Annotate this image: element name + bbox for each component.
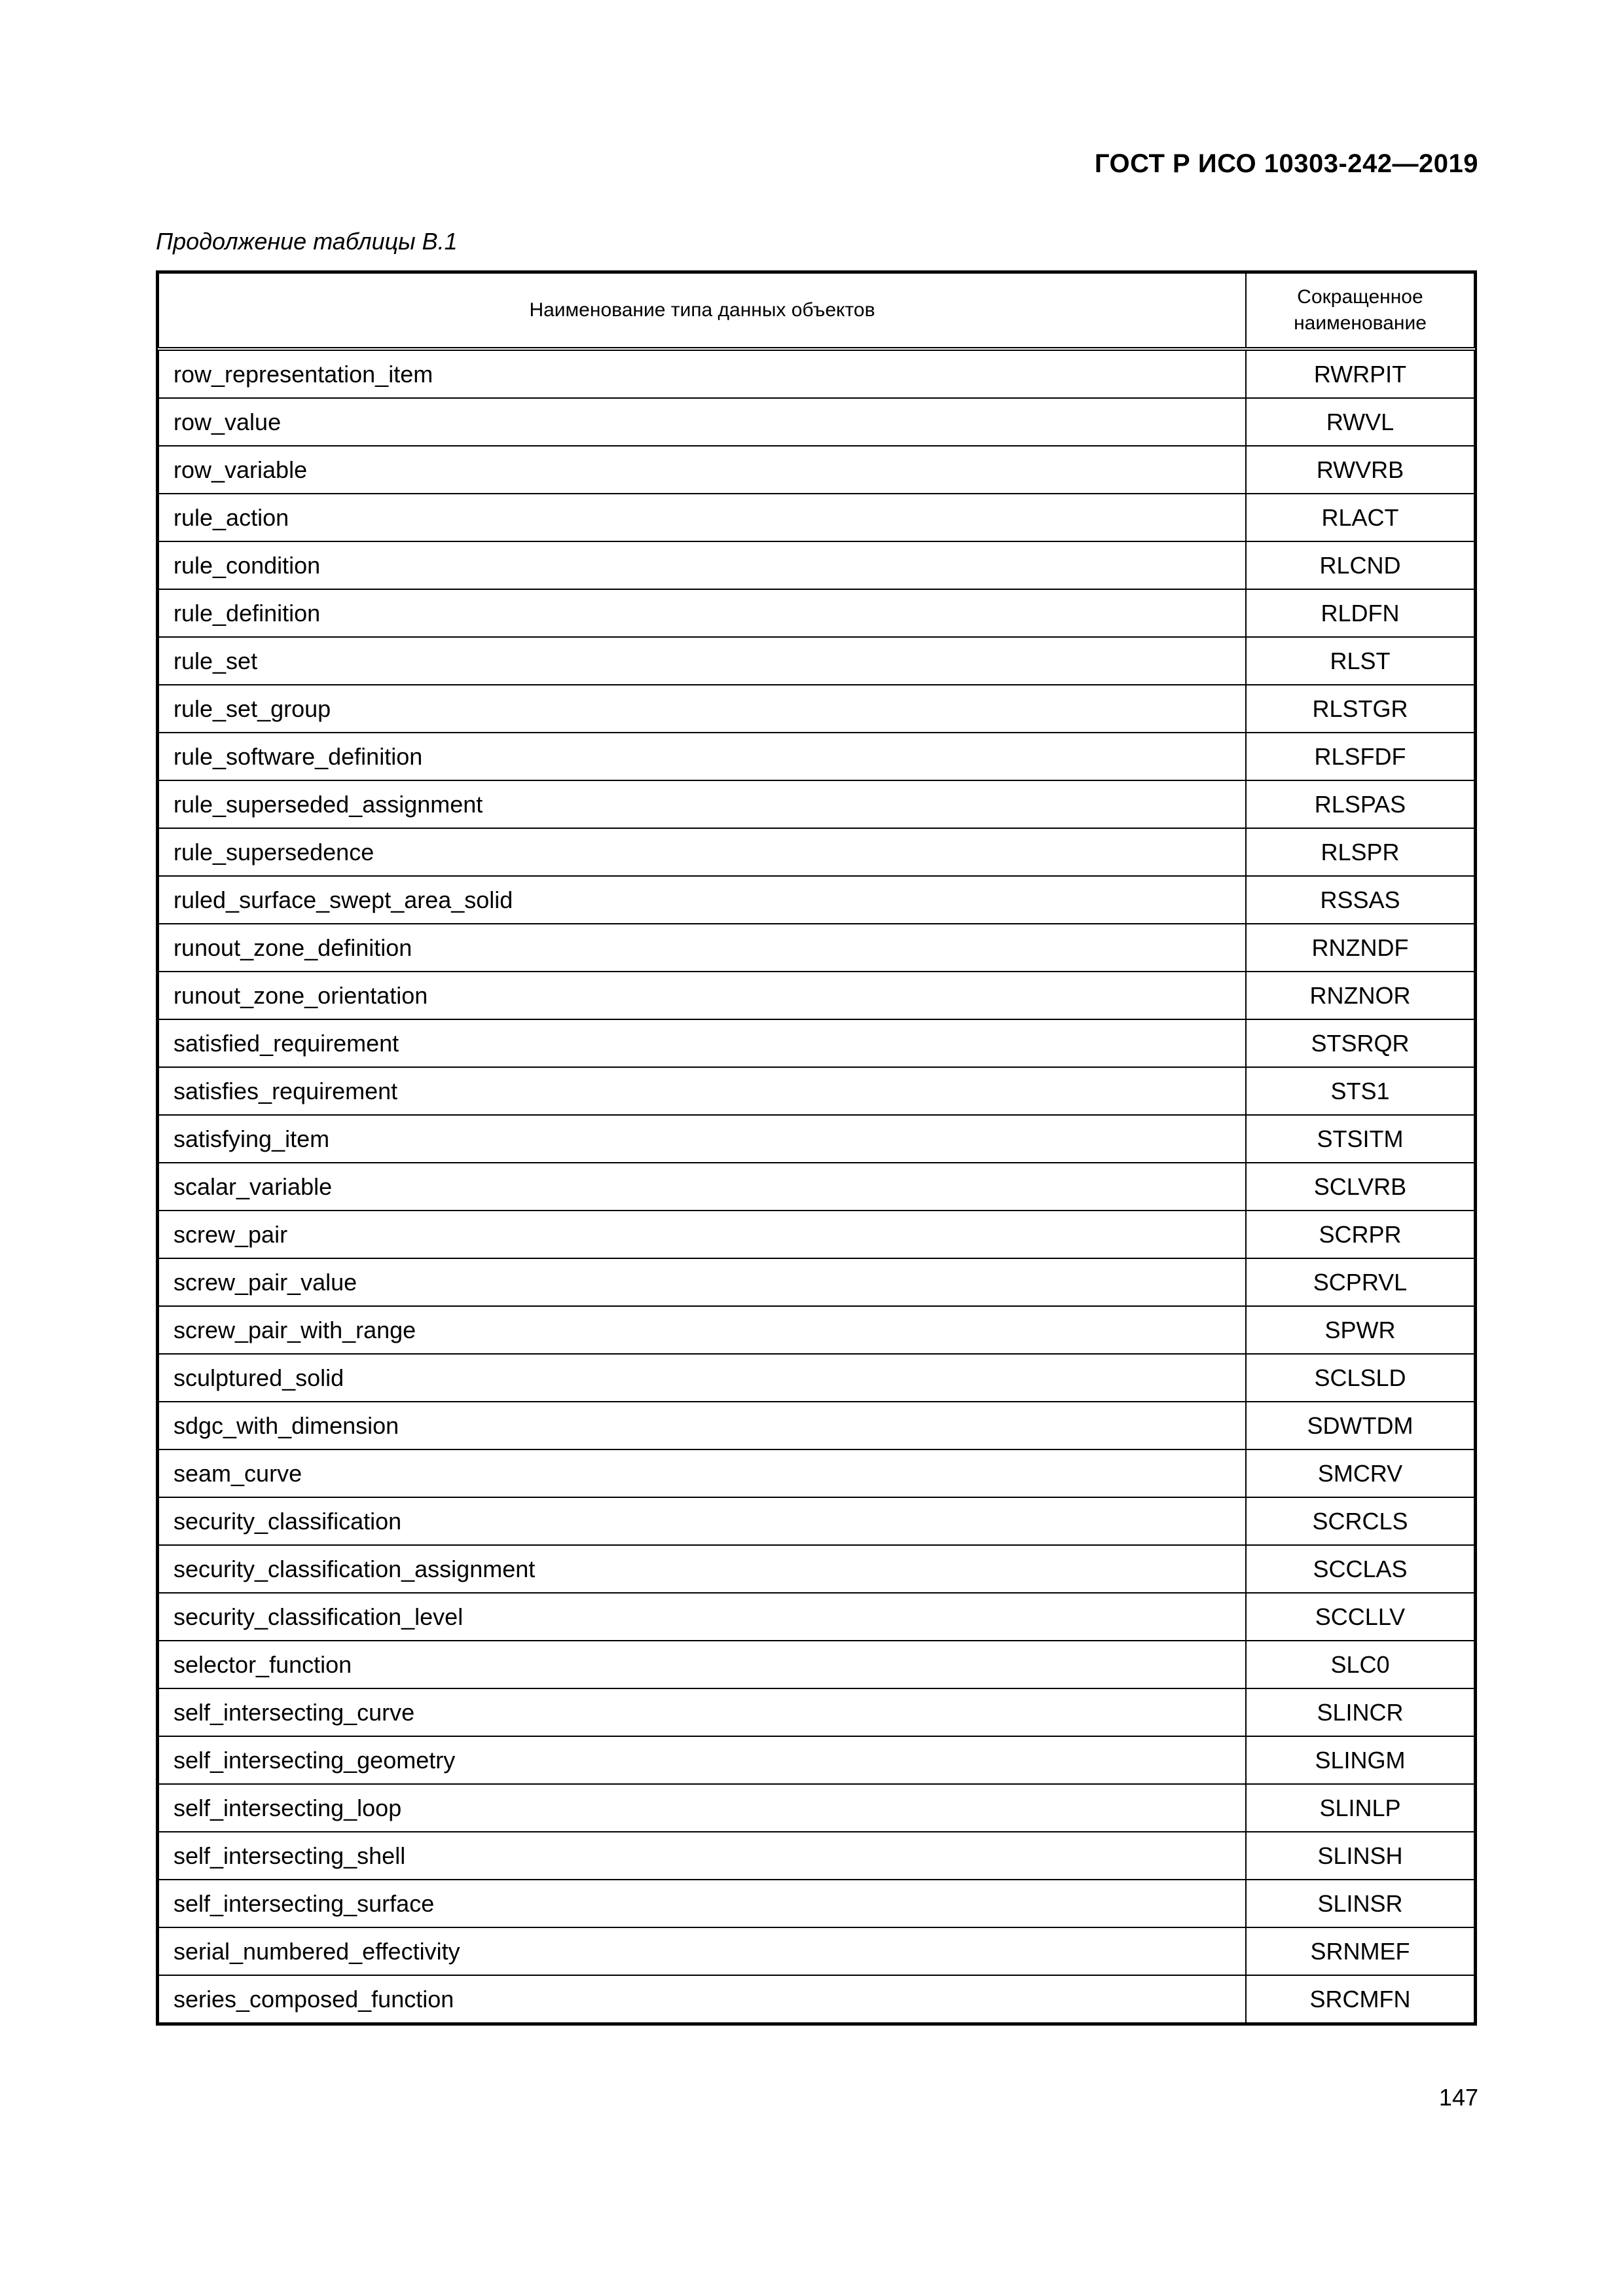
short-name-cell: RSSAS bbox=[1246, 876, 1474, 924]
short-name-cell: RWRPIT bbox=[1246, 349, 1474, 398]
entity-type-name-cell: series_composed_function bbox=[158, 1975, 1246, 2023]
short-name-cell: RLACT bbox=[1246, 494, 1474, 541]
short-name-cell: RLSFDF bbox=[1246, 733, 1474, 780]
entity-type-name-cell: satisfies_requirement bbox=[158, 1067, 1246, 1115]
table-row bbox=[158, 1449, 1474, 1497]
entity-type-name-cell: security_classification_assignment bbox=[158, 1545, 1246, 1593]
entity-type-name-cell: rule_action bbox=[158, 494, 1246, 541]
short-name-cell: SLINSH bbox=[1246, 1832, 1474, 1880]
table-row bbox=[158, 1832, 1474, 1880]
entity-type-name-cell: self_intersecting_surface bbox=[158, 1880, 1246, 1927]
short-name-cell: SCRPR bbox=[1246, 1211, 1474, 1258]
table-row bbox=[158, 541, 1474, 589]
column-header-name: Наименование типа данных объектов bbox=[158, 273, 1246, 349]
table-row bbox=[158, 1688, 1474, 1736]
entity-type-name-cell: rule_superseded_assignment bbox=[158, 780, 1246, 828]
entity-type-name-cell: rule_condition bbox=[158, 541, 1246, 589]
entity-type-name-cell: runout_zone_orientation bbox=[158, 972, 1246, 1019]
table-row bbox=[158, 1927, 1474, 1975]
entity-type-name-cell: selector_function bbox=[158, 1641, 1246, 1688]
short-name-cell: SLINGM bbox=[1246, 1736, 1474, 1784]
entity-type-name-cell: runout_zone_definition bbox=[158, 924, 1246, 972]
table-row bbox=[158, 1306, 1474, 1354]
table-row bbox=[158, 1880, 1474, 1927]
short-name-cell: RLDFN bbox=[1246, 589, 1474, 637]
table-row bbox=[158, 446, 1474, 494]
table-row bbox=[158, 1067, 1474, 1115]
entity-type-name-cell: sdgc_with_dimension bbox=[158, 1402, 1246, 1449]
short-name-cell: RLCND bbox=[1246, 541, 1474, 589]
short-name-cell: RLSPR bbox=[1246, 828, 1474, 876]
short-name-cell: SCLSLD bbox=[1246, 1354, 1474, 1402]
entity-type-name-cell: row_representation_item bbox=[158, 349, 1246, 398]
table-row bbox=[158, 637, 1474, 685]
entity-type-name-cell: security_classification_level bbox=[158, 1593, 1246, 1641]
table-row bbox=[158, 780, 1474, 828]
entity-type-name-cell: self_intersecting_loop bbox=[158, 1784, 1246, 1832]
column-header-abbreviation-line2: наименование bbox=[1294, 312, 1427, 334]
short-name-cell: RWVRB bbox=[1246, 446, 1474, 494]
table-row bbox=[158, 1402, 1474, 1449]
short-name-cell: RNZNDF bbox=[1246, 924, 1474, 972]
table-row bbox=[158, 876, 1474, 924]
short-name-cell: RLSPAS bbox=[1246, 780, 1474, 828]
short-name-cell: SLINSR bbox=[1246, 1880, 1474, 1927]
table-row bbox=[158, 1736, 1474, 1784]
entity-type-name-cell: screw_pair_with_range bbox=[158, 1306, 1246, 1354]
table-row bbox=[158, 1163, 1474, 1211]
short-name-cell: SMCRV bbox=[1246, 1449, 1474, 1497]
short-name-cell: SLC0 bbox=[1246, 1641, 1474, 1688]
table-row bbox=[158, 733, 1474, 780]
table-body bbox=[158, 349, 1474, 2023]
table-row bbox=[158, 685, 1474, 733]
short-name-cell: SCRCLS bbox=[1246, 1497, 1474, 1545]
short-name-cell: SCCLLV bbox=[1246, 1593, 1474, 1641]
short-name-cell: SRCMFN bbox=[1246, 1975, 1474, 2023]
table-row bbox=[158, 1115, 1474, 1163]
short-name-cell: SCLVRB bbox=[1246, 1163, 1474, 1211]
table-caption: Продолжение таблицы В.1 bbox=[156, 228, 458, 255]
table-row bbox=[158, 1258, 1474, 1306]
table-row bbox=[158, 1497, 1474, 1545]
entity-type-name-cell: rule_set_group bbox=[158, 685, 1246, 733]
entity-type-name-cell: row_value bbox=[158, 398, 1246, 446]
entity-type-name-cell: sculptured_solid bbox=[158, 1354, 1246, 1402]
table-row bbox=[158, 494, 1474, 541]
entity-type-name-cell: security_classification bbox=[158, 1497, 1246, 1545]
column-header-abbreviation-line1: Сокращенное bbox=[1297, 286, 1423, 308]
entity-type-name-cell: rule_definition bbox=[158, 589, 1246, 637]
entity-type-name-cell: satisfied_requirement bbox=[158, 1019, 1246, 1067]
data-types-table bbox=[158, 272, 1475, 2024]
short-name-cell: SRNMEF bbox=[1246, 1927, 1474, 1975]
table-row bbox=[158, 924, 1474, 972]
short-name-cell: SLINCR bbox=[1246, 1688, 1474, 1736]
table-row bbox=[158, 398, 1474, 446]
table-row bbox=[158, 1545, 1474, 1593]
entity-type-name-cell: self_intersecting_geometry bbox=[158, 1736, 1246, 1784]
short-name-cell: STSRQR bbox=[1246, 1019, 1474, 1067]
short-name-cell: SCCLAS bbox=[1246, 1545, 1474, 1593]
short-name-cell: STS1 bbox=[1246, 1067, 1474, 1115]
table-row bbox=[158, 349, 1474, 398]
table-row bbox=[158, 972, 1474, 1019]
table-row bbox=[158, 1641, 1474, 1688]
entity-type-name-cell: rule_software_definition bbox=[158, 733, 1246, 780]
document-header: ГОСТ Р ИСО 10303-242—2019 bbox=[1094, 149, 1478, 178]
short-name-cell: RLSTGR bbox=[1246, 685, 1474, 733]
entity-type-name-cell: screw_pair_value bbox=[158, 1258, 1246, 1306]
entity-type-name-cell: seam_curve bbox=[158, 1449, 1246, 1497]
entity-type-name-cell: self_intersecting_shell bbox=[158, 1832, 1246, 1880]
table-row bbox=[158, 589, 1474, 637]
short-name-cell: RNZNOR bbox=[1246, 972, 1474, 1019]
short-name-cell: SLINLP bbox=[1246, 1784, 1474, 1832]
data-types-table-frame bbox=[156, 270, 1477, 2026]
entity-type-name-cell: rule_set bbox=[158, 637, 1246, 685]
entity-type-name-cell: rule_supersedence bbox=[158, 828, 1246, 876]
entity-type-name-cell: ruled_surface_swept_area_solid bbox=[158, 876, 1246, 924]
table-row bbox=[158, 1211, 1474, 1258]
table-row bbox=[158, 1354, 1474, 1402]
short-name-cell: SCPRVL bbox=[1246, 1258, 1474, 1306]
entity-type-name-cell: serial_numbered_effectivity bbox=[158, 1927, 1246, 1975]
entity-type-name-cell: satisfying_item bbox=[158, 1115, 1246, 1163]
table-row bbox=[158, 1975, 1474, 2023]
table-row bbox=[158, 1019, 1474, 1067]
short-name-cell: RWVL bbox=[1246, 398, 1474, 446]
table-header-row bbox=[158, 273, 1474, 349]
table-row bbox=[158, 1593, 1474, 1641]
page-number: 147 bbox=[1438, 2084, 1478, 2111]
table-row bbox=[158, 828, 1474, 876]
entity-type-name-cell: scalar_variable bbox=[158, 1163, 1246, 1211]
short-name-cell: SPWR bbox=[1246, 1306, 1474, 1354]
short-name-cell: SDWTDM bbox=[1246, 1402, 1474, 1449]
table-row bbox=[158, 1784, 1474, 1832]
short-name-cell: STSITM bbox=[1246, 1115, 1474, 1163]
entity-type-name-cell: screw_pair bbox=[158, 1211, 1246, 1258]
column-header-abbreviation bbox=[1246, 273, 1474, 349]
short-name-cell: RLST bbox=[1246, 637, 1474, 685]
entity-type-name-cell: row_variable bbox=[158, 446, 1246, 494]
entity-type-name-cell: self_intersecting_curve bbox=[158, 1688, 1246, 1736]
